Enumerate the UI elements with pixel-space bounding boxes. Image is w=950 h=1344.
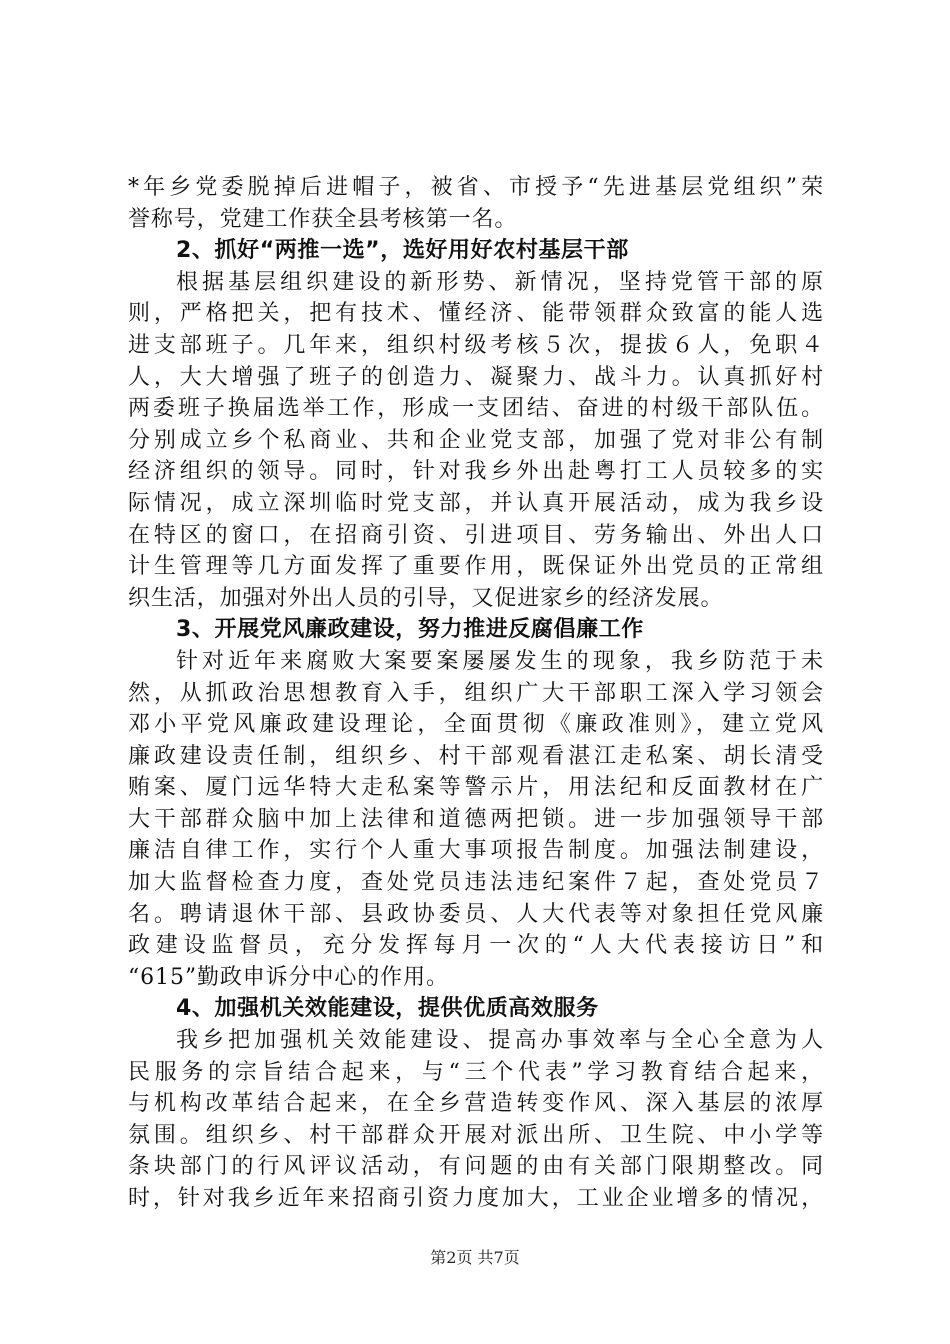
body-line: 计生管理等几方面发挥了重要作用，既保证外出党员的正常组 — [128, 554, 824, 580]
body-line: *年乡党委脱掉后进帽子，被省、市授予“先进基层党组织”荣 — [128, 175, 824, 200]
document-body — [128, 172, 824, 1215]
section-heading: 3、开展党风廉政建设，努力推进反腐倡廉工作 — [176, 617, 644, 643]
body-line: 民服务的宗旨结合起来，与“三个代表”学习教育结合起来， — [128, 1059, 824, 1085]
body-line: 人，大大增强了班子的创造力、凝聚力、战斗力。认真抓好村 — [128, 364, 824, 390]
body-line: 织生活，加强对外出人员的引导，又促进家乡的经济发展。 — [128, 585, 724, 611]
body-line: 加大监督检查力度，查处党员违法违纪案件７起，查处党员７ — [128, 870, 824, 896]
body-line: 际情况，成立深圳临时党支部，并认真开展活动，成为我乡设 — [128, 490, 824, 516]
body-line: 廉洁自律工作，实行个人重大事项报告制度。加强法制建设， — [128, 838, 824, 864]
body-line: 政建设监督员，充分发挥每月一次的“人大代表接访日”和 — [128, 933, 824, 959]
body-line: 氛围。组织乡、村干部群众开展对派出所、卫生院、中小学等 — [128, 1122, 824, 1148]
body-line: 两委班子换届选举工作，形成一支团结、奋进的村级干部队伍。 — [128, 396, 824, 422]
body-line: 条块部门的行风评议活动，有问题的由有关部门限期整改。同 — [128, 1154, 824, 1180]
body-line: 大干部群众脑中加上法律和道德两把锁。进一步加强领导干部 — [128, 806, 824, 832]
paragraph-first-line: 针对近年来腐败大案要案屡屡发生的现象，我乡防范于未 — [176, 648, 824, 674]
body-line: 邓小平党风廉政建设理论，全面贯彻《廉政准则》，建立党风 — [128, 712, 824, 738]
body-line: 在特区的窗口，在招商引资、引进项目、劳务输出、外出人口 — [128, 522, 824, 548]
section-heading: 4、加强机关效能建设，提供优质高效服务 — [176, 996, 599, 1022]
paragraph-first-line: 根据基层组织建设的新形势、新情况，坚持党管干部的原 — [176, 269, 824, 295]
body-line: 分别成立乡个私商业、共和企业党支部，加强了党对非公有制 — [128, 427, 824, 453]
body-line: 然，从抓政治思想教育入手，组织广大干部职工深入学习领会 — [128, 680, 824, 706]
body-line: 时，针对我乡近年来招商引资力度加大，工业企业增多的情况， — [128, 1186, 824, 1211]
body-line: “615”勤政申诉分中心的作用。 — [128, 964, 449, 990]
page-number-footer: 第2页 共7页 — [430, 1248, 520, 1267]
body-line: 进支部班子。几年来，组织村级考核５次，提拔６人，免职４ — [128, 332, 824, 358]
body-line: 名。聘请退休干部、县政协委员、人大代表等对象担任党风廉 — [128, 901, 824, 927]
section-heading: 2、抓好“两推一选”，选好用好农村基层干部 — [176, 238, 629, 264]
paragraph-first-line: 我乡把加强机关效能建设、提高办事效率与全心全意为人 — [176, 1028, 824, 1054]
body-line: 贿案、厦门远华特大走私案等警示片，用法纪和反面教材在广 — [128, 775, 824, 801]
body-line: 与机构改革结合起来，在全乡营造转变作风、深入基层的浓厚 — [128, 1091, 824, 1117]
body-line: 经济组织的领导。同时，针对我乡外出赴粤打工人员较多的实 — [128, 459, 824, 485]
body-line: 则，严格把关，把有技术、懂经济、能带领群众致富的能人选 — [128, 301, 824, 327]
body-line: 廉政建设责任制，组织乡、村干部观看湛江走私案、胡长清受 — [128, 743, 824, 769]
body-line: 誉称号，党建工作获全县考核第一名。 — [128, 206, 518, 232]
